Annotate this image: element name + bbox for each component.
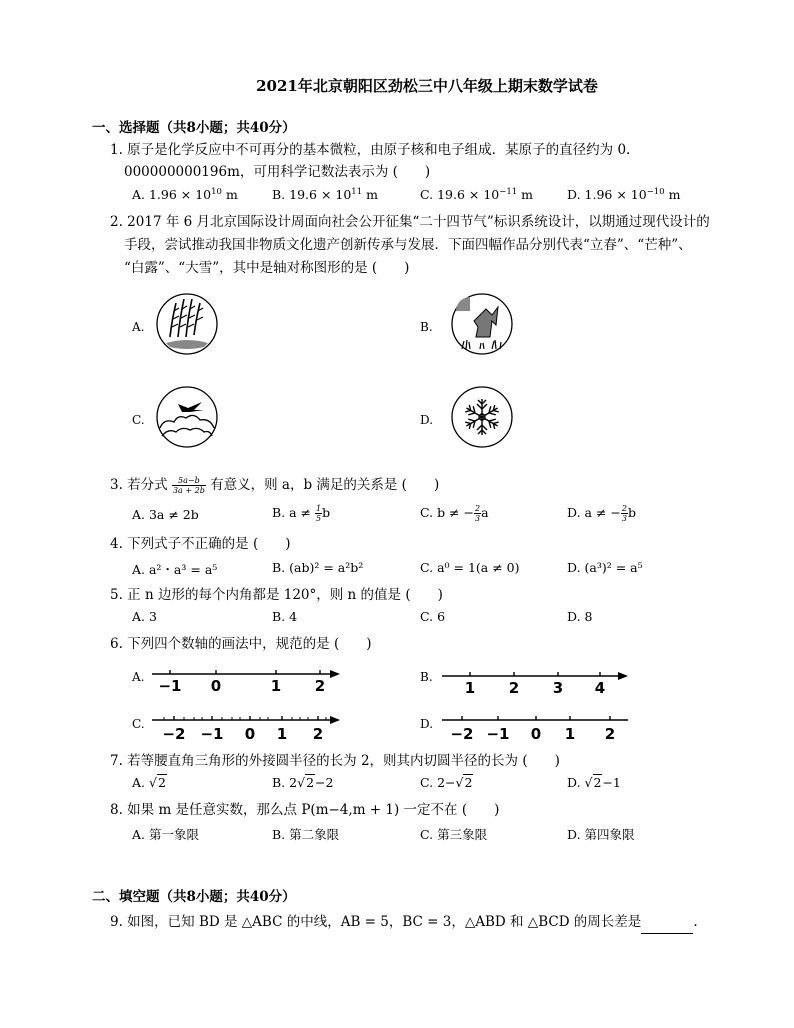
q1-option-b[interactable]: B. $19.6 \times 10^{11}$ m [272, 187, 378, 203]
q8-option-d[interactable]: D. 第四象限 [567, 827, 635, 842]
tick-label: 4 [594, 679, 606, 696]
tick-label: 3 [552, 679, 564, 696]
number-line-b [440, 664, 630, 696]
section-heading-choice: 一、选择题（共8小题；共40分） [92, 120, 296, 136]
q7-stem: 7. 若等腰直角三角形的外接圆半径的长为 2，则其内切圆半径的长为 ( ) [110, 753, 560, 769]
q9-stem: 9. 如图，已知 BD 是 △ABC 的中线，AB = 5，BC = 3，△ABD 和 △BCD 的周长差是 . [110, 911, 698, 934]
section-heading-fill: 二、填空题（共8小题；共40分） [92, 889, 296, 905]
q5-option-b[interactable]: B. 4 [272, 609, 298, 624]
q3-option-d[interactable]: D. a ≠ − $\frac{2}{3}$ b [567, 504, 636, 523]
solar-term-lichun-icon [154, 291, 220, 357]
q8-option-c[interactable]: C. 第三象限 [420, 827, 488, 842]
q3-option-b[interactable]: B. a ≠ $\frac{1}{5}$ b [272, 504, 331, 523]
number-line-c [150, 710, 342, 744]
q1-line1: 1. 原子是化学反应中不可再分的基本微粒，由原子核和电子组成．某原子的直径约为 0. [110, 142, 631, 158]
q6-option-d-label[interactable]: D. [420, 717, 434, 731]
solar-term-mangzhong-icon [446, 291, 516, 357]
solar-term-bailu-icon [154, 384, 220, 450]
tick-label: 2 [604, 725, 616, 743]
q7-option-b[interactable]: B. 2√2−2 [272, 775, 334, 790]
q1-option-a[interactable]: A. $1.96 \times 10^{10}$ m [132, 187, 238, 203]
tick-label: 1 [564, 725, 576, 743]
q7-option-d[interactable]: D. √2−1 [567, 775, 621, 790]
q4-option-a[interactable]: A. a²・a³ = a⁵ [132, 562, 218, 577]
q2-option-d-label[interactable]: D. [420, 413, 434, 427]
q5-option-a[interactable]: A. 3 [132, 609, 157, 624]
q4-option-d[interactable]: D. (a³)² = a⁵ [567, 560, 643, 575]
q2-option-c-label[interactable]: C. [132, 413, 145, 427]
q2-option-a-label[interactable]: A. [132, 320, 145, 334]
tick-label: −2 [450, 725, 474, 743]
q2-option-b-label[interactable]: B. [420, 320, 433, 334]
q8-option-a[interactable]: A. 第一象限 [132, 827, 199, 842]
tick-label: 2 [314, 677, 326, 694]
q6-stem: 6. 下列四个数轴的画法中，规范的是 ( ) [110, 636, 372, 652]
tick-label: 2 [508, 679, 520, 696]
tick-label: 0 [210, 677, 222, 694]
solar-term-daxue-icon [446, 384, 516, 450]
q5-option-c[interactable]: C. 6 [420, 609, 446, 624]
q2-line3: “白露”、“大雪”，其中是轴对称图形的是 ( ) [124, 260, 410, 276]
number-line-a [150, 662, 342, 694]
q5-option-d[interactable]: D. 8 [567, 609, 593, 624]
number-line-d [440, 710, 632, 744]
q9-answer-blank[interactable] [641, 919, 693, 934]
q5-stem: 5. 正 n 边形的每个内角都是 120°，则 n 的值是 ( ) [110, 587, 443, 603]
q1-option-d[interactable]: D. $1.96 \times 10^{-10}$ m [567, 187, 681, 203]
tick-label: −1 [200, 725, 224, 743]
q3-fraction: $\frac{5a-b}{3a + 2b}$ [172, 476, 205, 495]
q6-option-c-label[interactable]: C. [132, 717, 145, 731]
q7-option-a[interactable]: A. √2 [132, 775, 166, 790]
tick-label: 1 [270, 677, 282, 694]
tick-label: −2 [162, 725, 186, 743]
q2-line2: 手段，尝试推动我国非物质文化遗产创新传承与发展．下面四幅作品分别代表“立春”、“芒种”、 [124, 237, 692, 253]
q6-option-b-label[interactable]: B. [420, 670, 433, 684]
q8-stem: 8. 如果 m 是任意实数，那么点 P(m−4,m + 1) 一定不在 ( ) [110, 802, 500, 818]
q4-stem: 4. 下列式子不正确的是 ( ) [110, 536, 291, 552]
tick-label: 0 [530, 725, 542, 743]
q2-line1: 2. 2017 年 6 月北京国际设计周面向社会公开征集“二十四节气”标识系统设计，以期通过现代设计的 [110, 214, 710, 230]
q6-option-a-label[interactable]: A. [132, 670, 145, 684]
q3-stem: 3. 若分式 $\frac{5a-b}{3a + 2b}$ 有意义，则 a，b 满足的关系是 ( ) [110, 476, 440, 495]
tick-label: 2 [312, 725, 324, 743]
q4-option-b[interactable]: B. (ab)² = a²b² [272, 560, 364, 575]
tick-label: −1 [158, 677, 182, 694]
page-title: 2021年北京朝阳区劲松三中八年级上期末数学试卷 [256, 77, 598, 95]
q8-option-b[interactable]: B. 第二象限 [272, 827, 340, 842]
tick-label: 1 [276, 725, 288, 743]
q4-option-c[interactable]: C. a⁰ = 1(a ≠ 0) [420, 560, 520, 575]
q3-option-c[interactable]: C. b ≠ − $\frac{2}{3}$ a [420, 504, 489, 523]
q1-line2: 000000000196m，可用科学记数法表示为 ( ) [124, 164, 431, 180]
q1-option-c[interactable]: C. $19.6 \times 10^{-11}$ m [420, 187, 534, 203]
tick-label: 0 [244, 725, 256, 743]
q3-option-a[interactable]: A. 3a ≠ 2b [132, 507, 199, 522]
tick-label: −1 [486, 725, 510, 743]
tick-label: 1 [464, 679, 476, 696]
q7-option-c[interactable]: C. 2−√2 [420, 775, 473, 790]
